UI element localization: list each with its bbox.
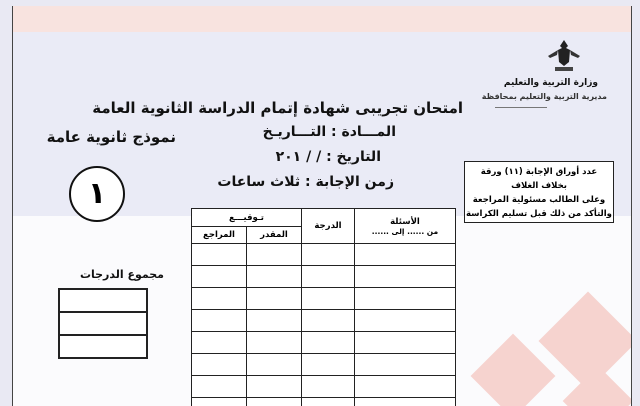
table-row: [192, 266, 456, 288]
table-row: [192, 310, 456, 332]
signature-header: تـوقيـــع: [192, 209, 302, 227]
model-number: ١: [69, 166, 125, 222]
table-row: [192, 354, 456, 376]
table-row: [192, 288, 456, 310]
questions-header-label: الأسئلة: [390, 216, 420, 227]
total-grade-cell: [59, 312, 147, 335]
note-line: والتأكد من ذلك قبل تسليم الكراسة: [466, 209, 612, 219]
exam-date: التاريخ : / / ٢٠١: [275, 149, 381, 165]
total-grades-box: [58, 288, 148, 359]
answer-sheets-note: [464, 161, 614, 223]
checker-header: المقدر: [247, 227, 302, 244]
directorate-line: [495, 107, 547, 108]
table-row: [192, 398, 456, 406]
note-line: بخلاف الغلاف: [511, 181, 567, 191]
egypt-eagle-icon: [544, 36, 584, 74]
directorate-name: مديرية التربية والتعليم بمحافظة: [481, 92, 607, 101]
total-grade-cell: [59, 289, 147, 312]
exam-duration: زمن الإجابة : ثلاث ساعات: [217, 174, 394, 190]
total-grades-label: مجموع الدرجات: [79, 268, 164, 281]
total-grade-cell: [59, 335, 147, 358]
table-row: [192, 332, 456, 354]
grades-table: [191, 208, 456, 406]
grade-header: الدرجة: [302, 209, 355, 244]
table-row: [192, 376, 456, 398]
ministry-name: وزارة التربية والتعليم: [503, 78, 598, 88]
note-line: عدد أوراق الإجابة (١١) ورقة: [480, 167, 598, 177]
reviewer-header: المراجع: [192, 227, 247, 244]
exam-title: امتحان تجريبى شهادة إتمام الدراسة الثانوية العامة: [92, 99, 463, 117]
exam-cover-sheet: [12, 6, 632, 406]
questions-header: [355, 209, 456, 244]
exam-subject: المـــادة : التـــاريـخ: [262, 124, 396, 140]
note-line: وعلى الطالب مسئولية المراجعة: [472, 195, 606, 205]
model-label: نموذج ثانوية عامة: [46, 128, 176, 146]
table-row: [192, 244, 456, 266]
top-strip: [13, 6, 631, 32]
questions-range: من ...... إلى ......: [371, 226, 439, 236]
